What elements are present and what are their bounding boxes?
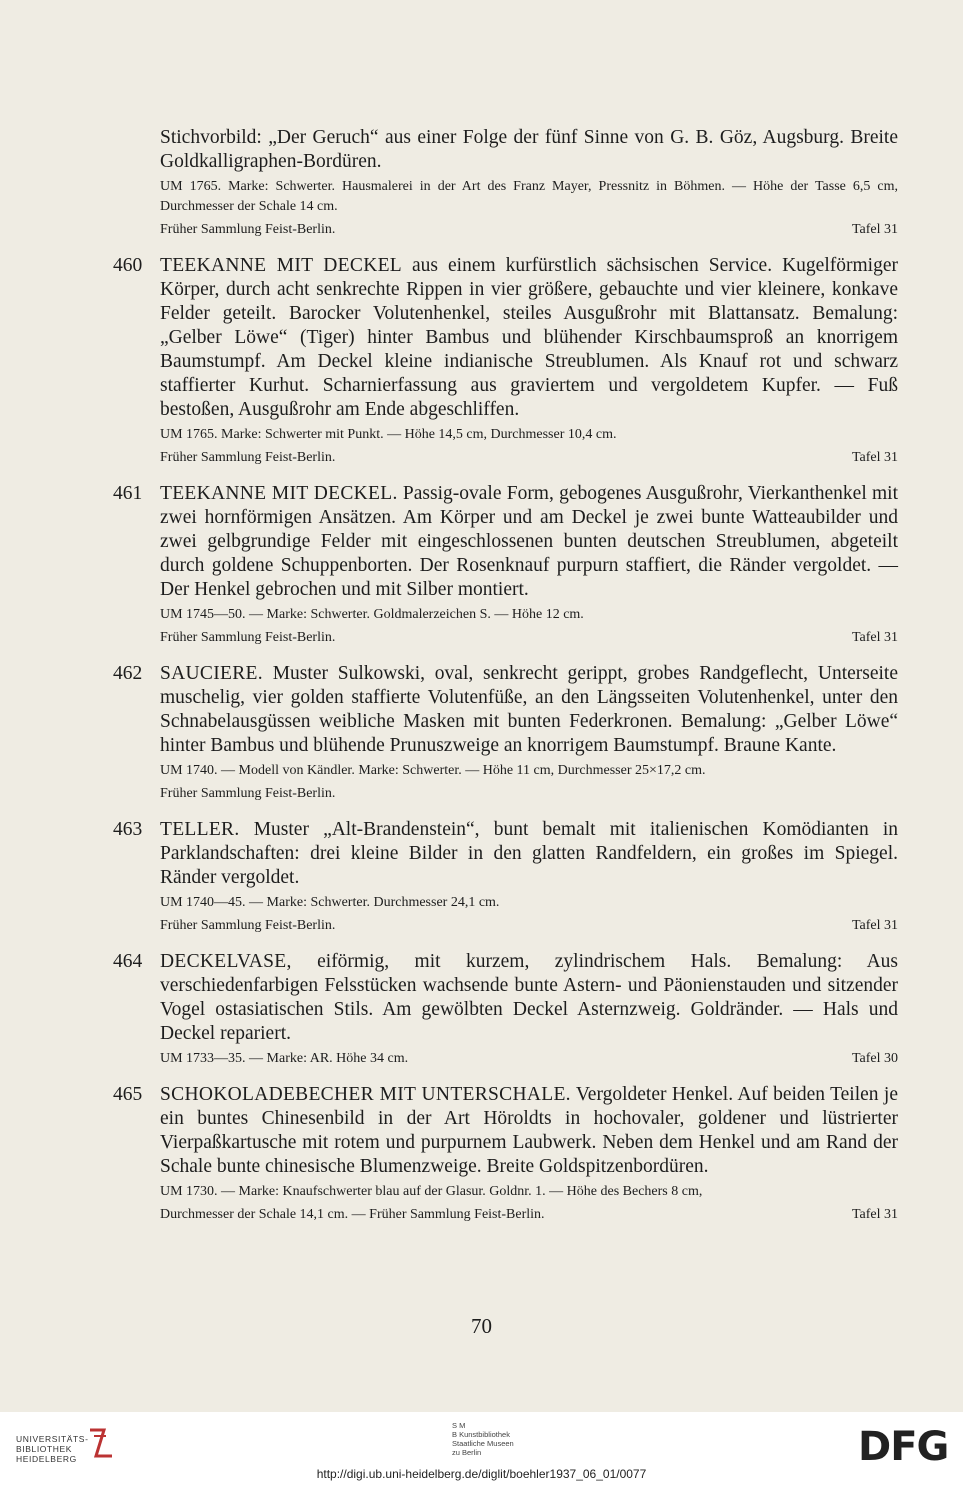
provenance: Früher Sammlung Feist-Berlin. (160, 786, 336, 801)
provenance: Früher Sammlung Feist-Berlin. (160, 918, 336, 933)
entry-text: Passig-ovale Form, gebogenes Ausgußrohr, Vierkanthenkel mit zwei hornförmigen Ansätzen. Am Körper und am Deckel je zwei bunte Watteaubilder und zwei gelbgrundige Felder mit eingeschlossenen bunten deutschen Streublumen, abgeteilt durch goldene Schuppenborten. Der Rosenknauf purpurn staffiert, die Ränder vergoldet. — Der Henkel gebrochen und mit Silber montiert. (160, 483, 899, 600)
tafel: Tafel 31 (851, 918, 898, 933)
entry-provenance-line (160, 448, 898, 468)
entry-provenance-line (160, 916, 898, 936)
entry-title: TEEKANNE MIT DECKEL. (160, 483, 398, 504)
catalog-entry-462 (113, 662, 898, 804)
catalog-entry-465 (113, 1083, 898, 1225)
entry-meta: UM 1733—35. — Marke: AR. Höhe 34 cm. (160, 1051, 409, 1066)
entry-description (160, 482, 898, 602)
entry-text: eiförmig, mit kurzem, zylindrischem Hals. Bemalung: Aus verschiedenfarbigen Felsstücken wachsende bunte Astern- und Päonienstauden und sitzender Vogel ostasiatischen Stils. Am gewölbten Deckel Asternzweig. Goldränder. — Hals und Deckel repariert. (160, 951, 898, 1044)
lib-line: zu Berlin (452, 1448, 482, 1457)
entry-text: Muster Sulkowski, oval, senkrecht gerippt, grobes Randgeflecht, Unterseite muschelig, vier golden staffierte Volutenfüße, an den Längsseiten Volutenhenkel, unter den Schnabelausgüssen weibliche Masken mit bunten Federkronen. Bemalung: „Gelber Löwe“ hinter Bambus und blühende Prunuszweige an knorrigem Baumstumpf. Braune Kante. (160, 663, 898, 756)
digitization-footer (0, 1412, 963, 1485)
provenance: Früher Sammlung Feist-Berlin. (160, 222, 336, 237)
intro-meta: UM 1765. Marke: Schwerter. Hausmalerei in der Art des Franz Mayer, Pressnitz in Böhmen. — Höhe der Tasse 6,5 cm, Durchmesser der Schale 14 cm. (160, 179, 898, 214)
entry-number: 460 (113, 255, 143, 276)
entry-description (160, 254, 898, 422)
intro-provenance-line (160, 220, 898, 240)
catalog-entry-460 (113, 254, 898, 468)
entry-number: 465 (113, 1084, 143, 1105)
lib-line: S M (452, 1421, 466, 1430)
tafel: Tafel 31 (851, 1207, 898, 1222)
uni-line: HEIDELBERG (16, 1454, 77, 1464)
entry-description (160, 950, 898, 1046)
entry-meta: UM 1740—45. — Marke: Schwerter. Durchmesser 24,1 cm. (160, 895, 500, 910)
entry-description (160, 818, 898, 890)
catalog-entry-461 (113, 482, 898, 648)
entry-text: Vergoldeter Henkel. Auf beiden Teilen je ein buntes Chinesenbild in der Art Höroldts in hochovaler, goldener und lüstrierter Vierpaßkartusche mit rotem und purpurnem Laubwerk. Neben dem Henkel und am Rand der Schale bunte chinesische Blumenzweige. Breite Goldspitzenbordüren. (160, 1084, 898, 1177)
university-logo-icon (86, 1426, 116, 1460)
catalog-content (113, 126, 898, 1225)
entry-number: 461 (113, 483, 143, 504)
lib-line: B Kunstbibliothek (452, 1430, 510, 1439)
provenance: Durchmesser der Schale 14,1 cm. — Früher Sammlung Feist-Berlin. (160, 1207, 545, 1222)
uni-line: BIBLIOTHEK (16, 1444, 73, 1454)
entry-title: SCHOKOLADEBECHER MIT UNTERSCHALE. (160, 1084, 571, 1105)
entry-meta: UM 1745—50. — Marke: Schwerter. Goldmalerzeichen S. — Höhe 12 cm. (160, 607, 584, 622)
entry-meta: UM 1765. Marke: Schwerter mit Punkt. — Höhe 14,5 cm, Durchmesser 10,4 cm. (160, 427, 617, 442)
tafel: Tafel 31 (851, 222, 898, 237)
entry-description (160, 1083, 898, 1179)
entry-meta-line (160, 1049, 898, 1069)
entry-title: SAUCIERE. (160, 663, 263, 684)
source-url[interactable]: http://digi.ub.uni-heidelberg.de/diglit/boehler1937_06_01/0077 (316, 1467, 647, 1481)
tafel: Tafel 31 (851, 630, 898, 645)
intro-text: Stichvorbild: „Der Geruch“ aus einer Folge der fünf Sinne von G. B. Göz, Augsburg. Breite Goldkalligraphen-Bordüren. (160, 127, 898, 172)
kunstbibliothek-credit (452, 1421, 514, 1457)
entry-description (160, 662, 898, 758)
entry-meta: UM 1740. — Modell von Kändler. Marke: Schwerter. — Höhe 11 cm, Durchmesser 25×17,2 cm. (160, 763, 706, 778)
lib-line: Staatliche Museen (452, 1439, 514, 1448)
entry-title: TELLER. (160, 819, 240, 840)
entry-provenance-line (160, 628, 898, 648)
university-library-name (16, 1434, 89, 1464)
page-number: 70 (471, 1314, 492, 1338)
catalog-entry-463 (113, 818, 898, 936)
dfg-logo: DFG (858, 1424, 949, 1470)
intro-entry (113, 126, 898, 240)
entry-title: DECKELVASE, (160, 951, 292, 972)
entry-number: 464 (113, 951, 143, 972)
entry-number: 462 (113, 663, 143, 684)
tafel: Tafel 30 (851, 1051, 898, 1066)
provenance: Früher Sammlung Feist-Berlin. (160, 630, 336, 645)
entry-number: 463 (113, 819, 143, 840)
entry-title: TEEKANNE MIT DECKEL (160, 255, 402, 276)
tafel: Tafel 31 (851, 450, 898, 465)
entry-text: Muster „Alt-Brandenstein“, bunt bemalt mit italienischen Komödianten in Parklandschaften: drei kleine Bilder in den glatten Randfeldern, ein großes im Spiegel. Ränder vergoldet. (160, 819, 898, 888)
entry-meta: UM 1730. — Marke: Knaufschwerter blau auf der Glasur. Goldnr. 1. — Höhe des Bechers 8 cm, (160, 1184, 703, 1199)
entry-provenance-line (160, 784, 898, 804)
uni-line: UNIVERSITÄTS- (16, 1434, 89, 1444)
entry-provenance-line (160, 1205, 898, 1225)
provenance: Früher Sammlung Feist-Berlin. (160, 450, 336, 465)
entry-text: aus einem kurfürstlich sächsischen Service. Kugelförmiger Körper, durch acht senkrechte Rippen in vier größere, gebauchte und vier kleinere, konkave Felder geteilt. Barocker Volutenhenkel, steiles Ausgußrohr mit Blattansatz. Bemalung: „Gelber Löwe“ (Tiger) hinter Bambus und blühender Kirschbaumsproß an knorrigem Baumstumpf. Am Deckel kleine indianische Streublumen. Als Knauf rot und schwarz staffierter Kurhut. Scharnierfassung aus graviertem und vergoldetem Kupfer. — Fuß bestoßen, Ausgußrohr am Ende abgeschliffen. (160, 255, 898, 420)
catalog-entry-464 (113, 950, 898, 1069)
